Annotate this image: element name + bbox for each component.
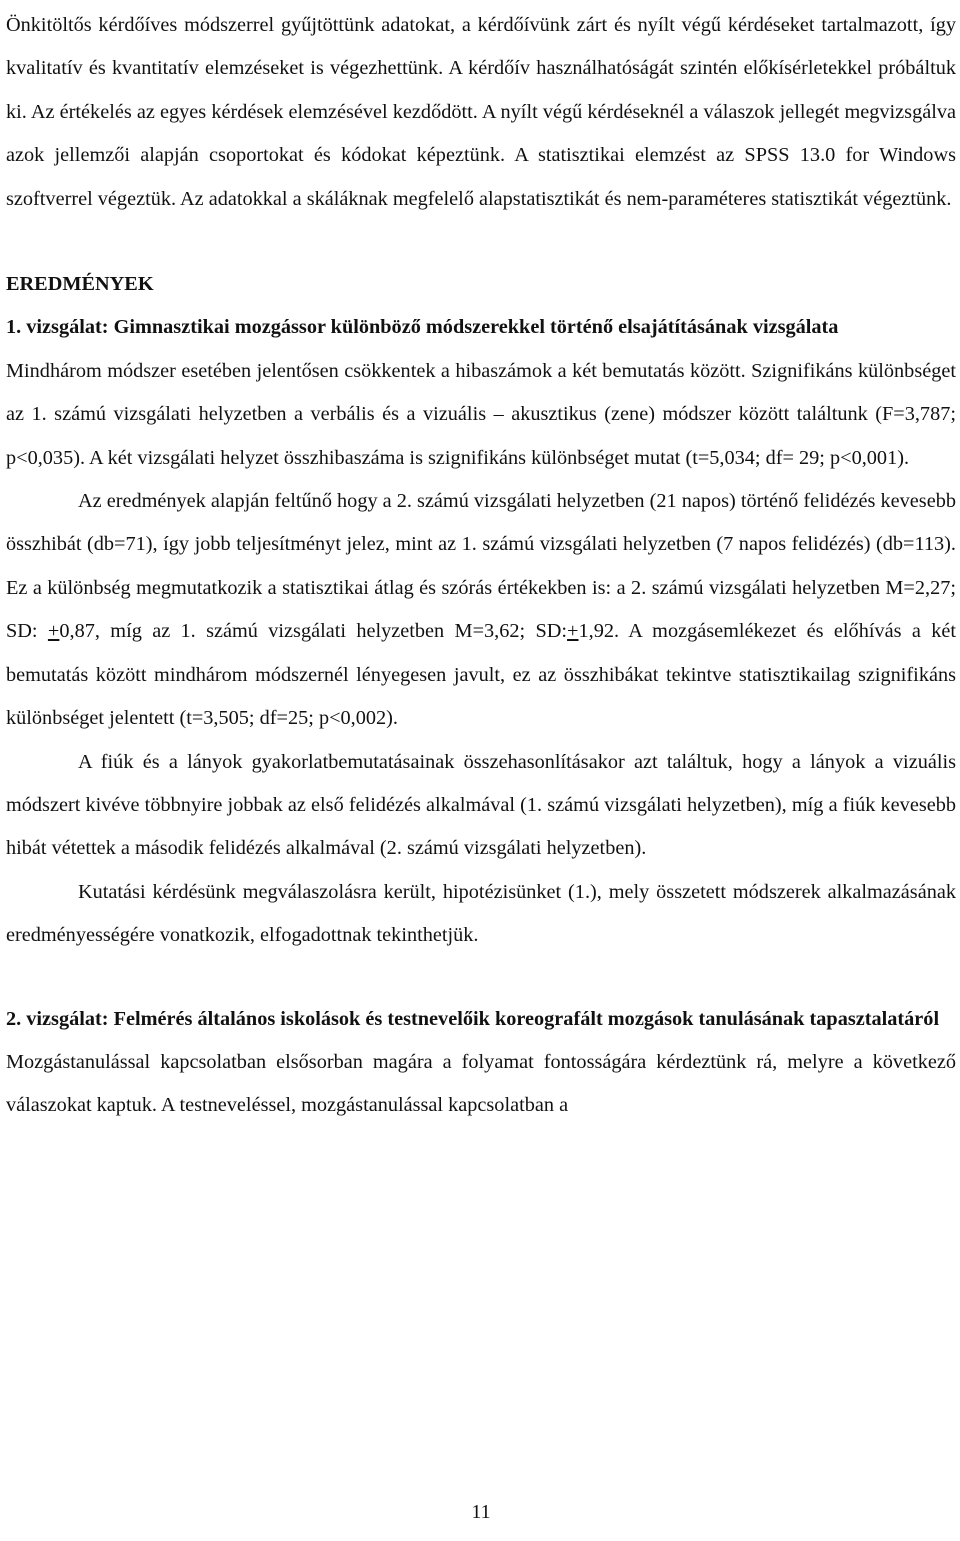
section-gap (6, 958, 956, 998)
intro-paragraph: Önkitöltős kérdőíves módszerrel gyűjtöttünk adatokat, a kérdőívünk zárt és nyílt végű kérdéseket tartalmazott, így kvalitatív és kvantitatív elemzéseket is végezhettünk. A kérdőív használhatóságát szintén előkísérletekkel próbáltuk ki. Az értékelés az egyes kérdések elemzésével kezdődött. A nyílt végű kérdéseknél a válaszok jellegét megvizsgálva azok jellemzői alapján csoportokat és kódokat képeztünk. A statisztikai elemzést az SPSS 13.0 for Windows szoftverrel végeztük. Az adatokkal a skáláknak megfelelő alapstatisztikát és nem-paraméteres statisztikát végeztünk. (6, 14, 956, 210)
plus-minus-sign: + (567, 620, 579, 643)
study2-title: 2. vizsgálat: Felmérés általános iskolások és testnevelőik koreografált mozgások tanulásának tapasztalatáról (6, 1007, 940, 1030)
study1-paragraph-4: Kutatási kérdésünk megválaszolásra került, hipotézisünket (1.), mely összetett módszerek alkalmazásának eredményességére vonatkozik, elfogadottnak tekinthetjük. (6, 880, 956, 947)
study1-paragraph-3: A fiúk és a lányok gyakorlatbemutatásainak összehasonlításakor azt találtuk, hogy a lányok a vizuális módszert kivéve többnyire jobbak az első felidézés alkalmával (1. számú vizsgálati helyzetben), míg a fiúk kevesebb hibát vétettek a második felidézés alkalmával (2. számú vizsgálati helyzetben). (6, 750, 956, 860)
study1-paragraph-1: Mindhárom módszer esetében jelentősen csökkentek a hibaszámok a két bemutatás között. Szignifikáns különbséget az 1. számú vizsgálati helyzetben a verbális és a vizuális – akusztikus (zene) módszer között találtunk (F=3,787; p<0,035). A két vizsgálati helyzet összhibaszáma is szignifikáns különbséget mutat (t=5,034; df= 29; p<0,001). (6, 359, 956, 469)
results-heading: EREDMÉNYEK (6, 273, 154, 296)
study1-title: 1. vizsgálat: Gimnasztikai mozgássor különböző módszerekkel történő elsajátításának vizsgálata (6, 316, 839, 339)
study1-p2-text-a: Az eredmények alapján feltűnő hogy a 2. számú vizsgálati helyzetben (21 napos) történő felidézés kevesebb összhibát (db=71), így jobb teljesítményt jelez, mint az 1. számú vizsgálati helyzetben (7 napos felidézés) (db=113). Ez a különbség megmutatkozik a statisztikai átlag és szórás értékekben is: a 2. számú vizsgálati helyzetben M=2,27; SD: (6, 490, 956, 643)
study1-p2-text-c: 1,92. A mozgásemlékezet és előhívás a két bemutatás között mindhárom módszernél lényegesen javult, ez az összhibákat tekintve statisztikailag szignifikáns különbséget jelentett (t=3,505; df=25; p<0,002). (6, 620, 956, 730)
page-number: 11 (471, 1501, 491, 1523)
study2-paragraph-1: Mozgástanulással kapcsolatban elsősorban magára a folyamat fontosságára kérdeztünk rá, melyre a következő válaszokat kaptuk. A testneveléssel, mozgástanulással kapcsolatban a (6, 1050, 956, 1117)
study1-p2-text-b: 0,87, míg az 1. számú vizsgálati helyzetben M=3,62; SD: (59, 620, 568, 643)
plus-minus-sign: + (47, 620, 60, 643)
section-gap (6, 221, 956, 263)
study1-paragraph-2 (6, 480, 956, 740)
document-page (6, 0, 956, 1541)
